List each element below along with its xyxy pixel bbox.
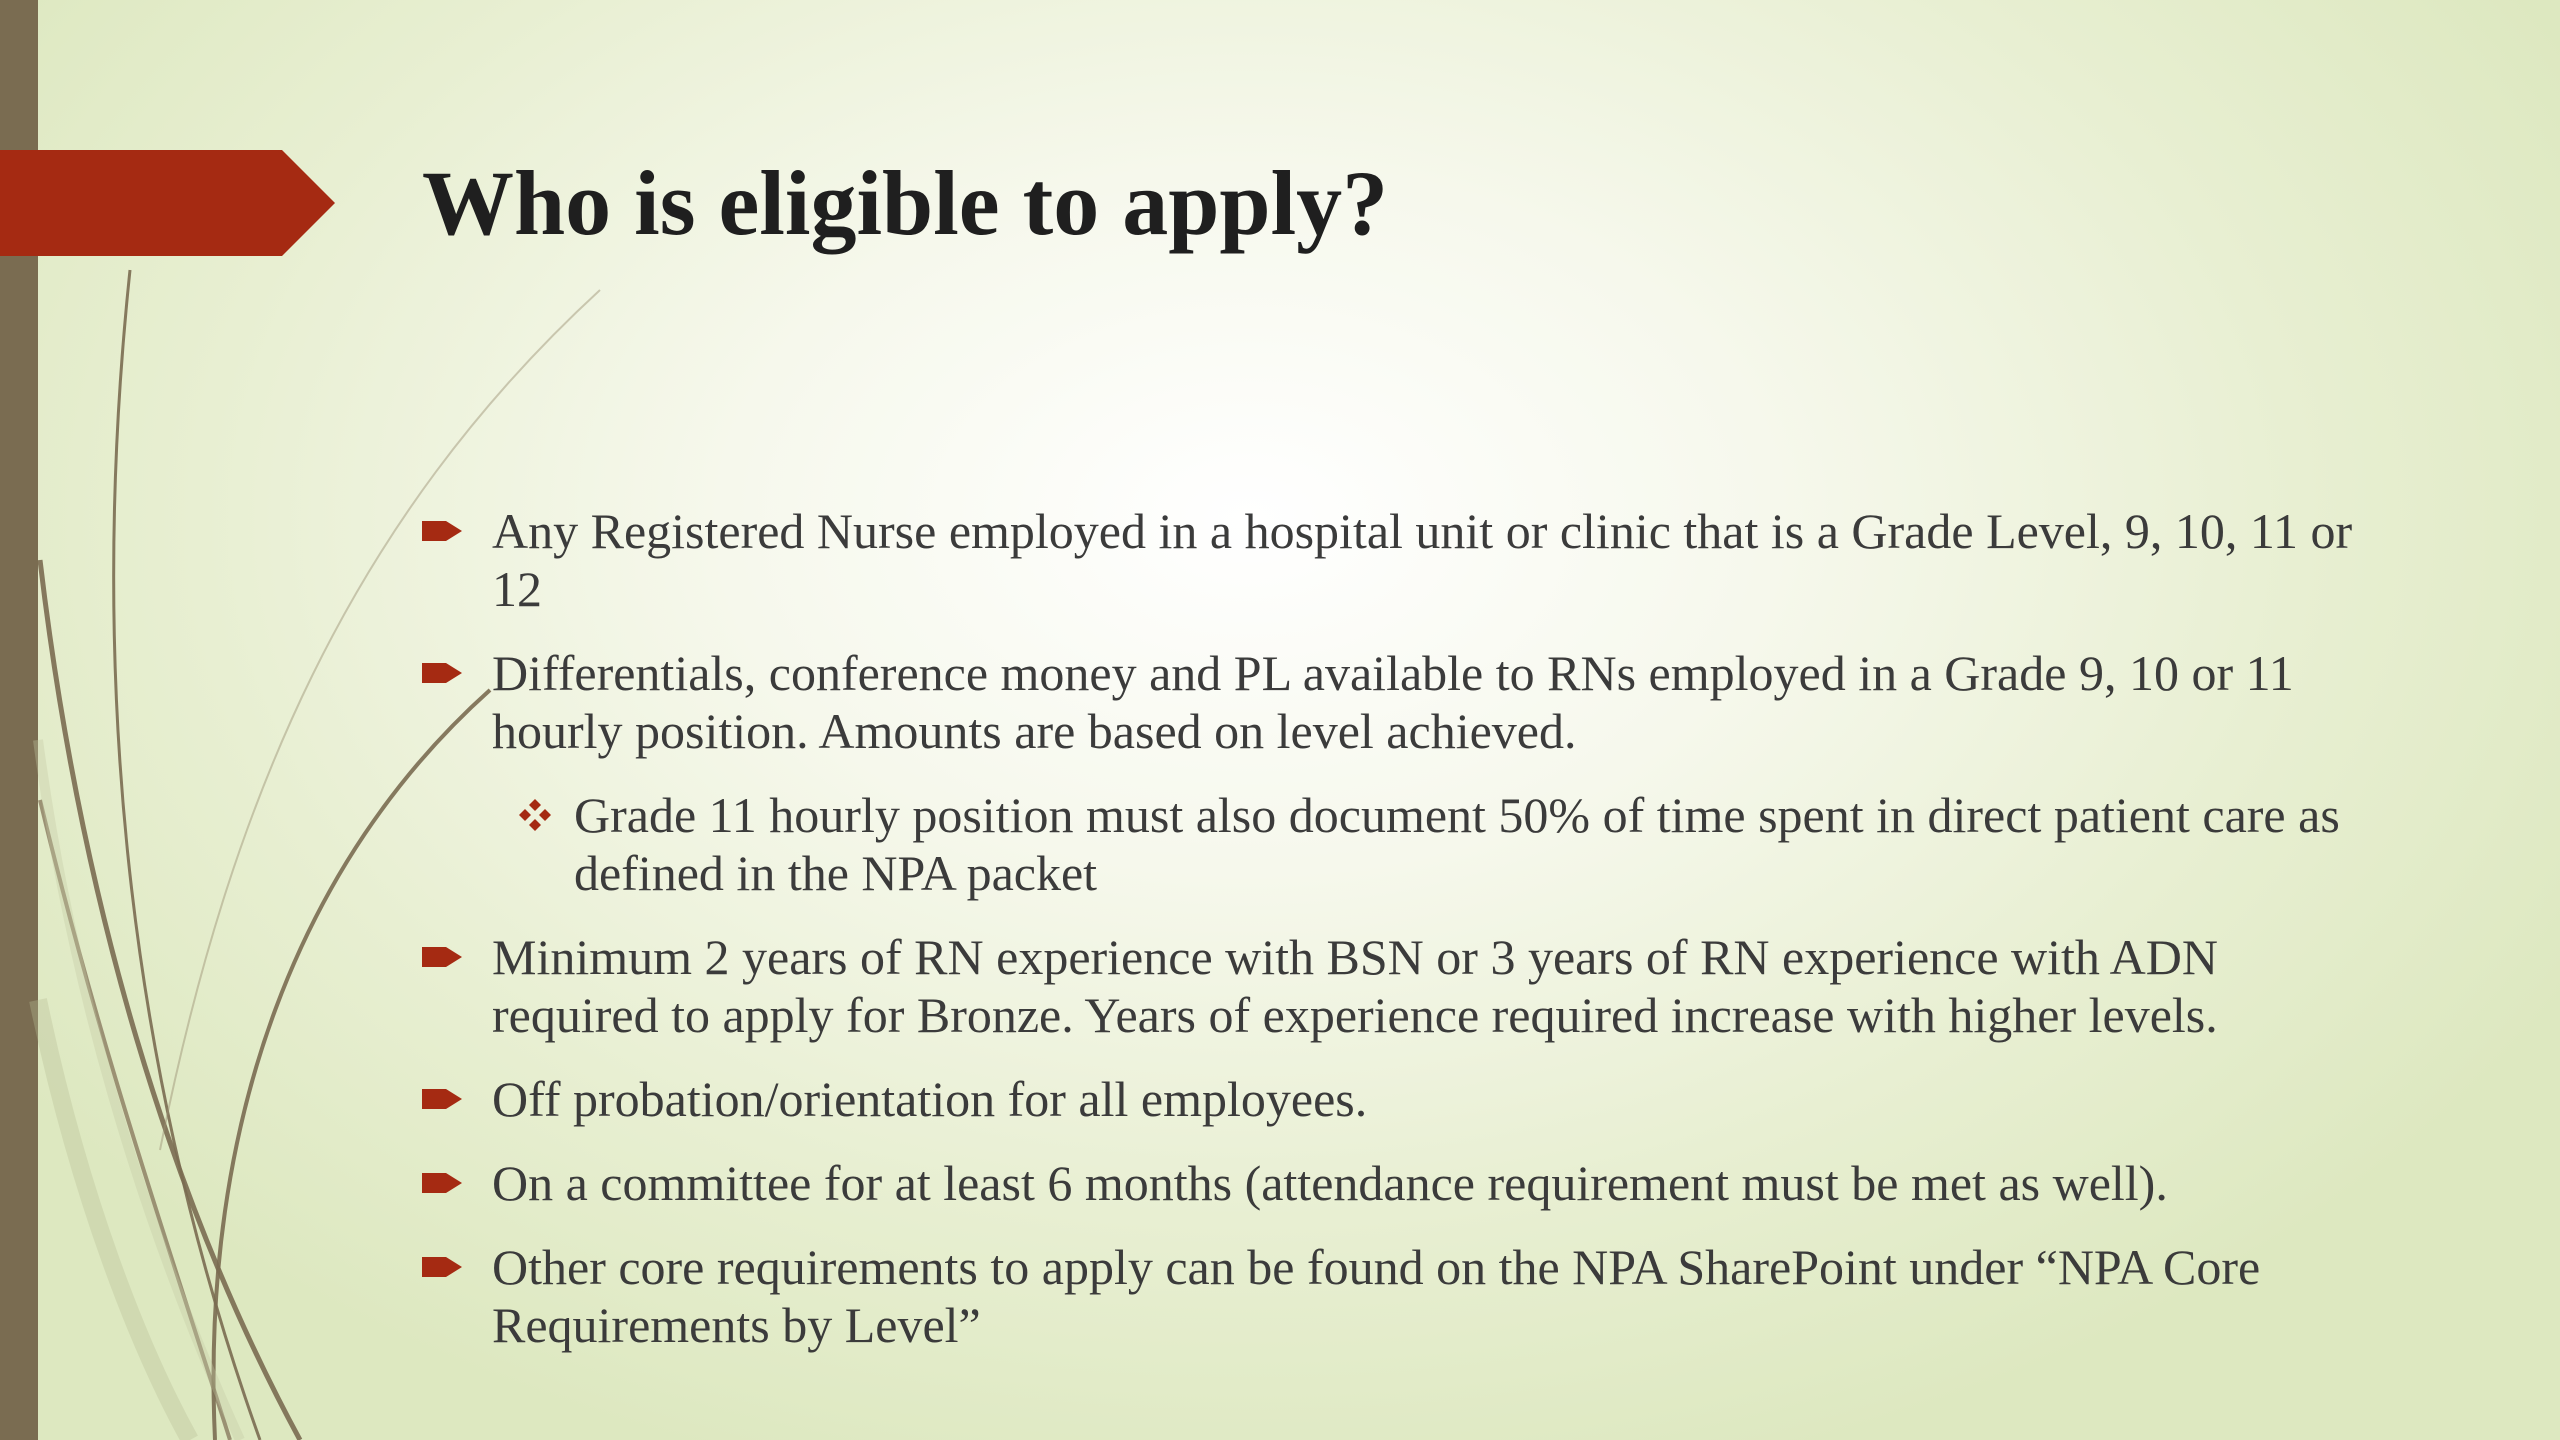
sub-bullet-item <box>422 786 2362 902</box>
arrow-bullet-icon <box>422 1086 462 1112</box>
bullet-text: Differentials, conference money and PL available to RNs employed in a Grade 9, 10 or 11 hourly position. Amounts are based on level achieved. <box>492 645 2294 759</box>
arrow-bullet-icon <box>422 1254 462 1280</box>
bullet-item <box>422 1154 2362 1212</box>
bullet-text: Any Registered Nurse employed in a hospital unit or clinic that is a Grade Level, 9, 10, 11 or 12 <box>492 503 2353 617</box>
slide-title: Who is eligible to apply? <box>422 152 1389 254</box>
bullet-item <box>422 644 2362 760</box>
bullet-item <box>422 502 2362 618</box>
bullet-text: Grade 11 hourly position must also document 50% of time spent in direct patient care as defined in the NPA packet <box>574 787 2340 901</box>
bullet-list <box>422 502 2362 1380</box>
bullet-text: On a committee for at least 6 months (attendance requirement must be met as well). <box>492 1155 2168 1211</box>
bullet-item <box>422 1238 2362 1354</box>
bullet-text: Minimum 2 years of RN experience with BSN or 3 years of RN experience with ADN required to apply for Bronze. Years of experience required increase with higher levels. <box>492 929 2219 1043</box>
bullet-item <box>422 1070 2362 1128</box>
arrow-bullet-icon <box>422 944 462 970</box>
arrow-bullet-icon <box>422 1170 462 1196</box>
bullet-text: Off probation/orientation for all employees. <box>492 1071 1368 1127</box>
arrow-bullet-icon <box>422 518 462 544</box>
arrow-bullet-icon <box>422 660 462 686</box>
bullet-text: Other core requirements to apply can be found on the NPA SharePoint under “NPA Core Requirements by Level” <box>492 1239 2261 1353</box>
bullet-item <box>422 928 2362 1044</box>
diamond-bullet-icon <box>518 798 552 832</box>
title-accent-arrow <box>0 150 335 256</box>
